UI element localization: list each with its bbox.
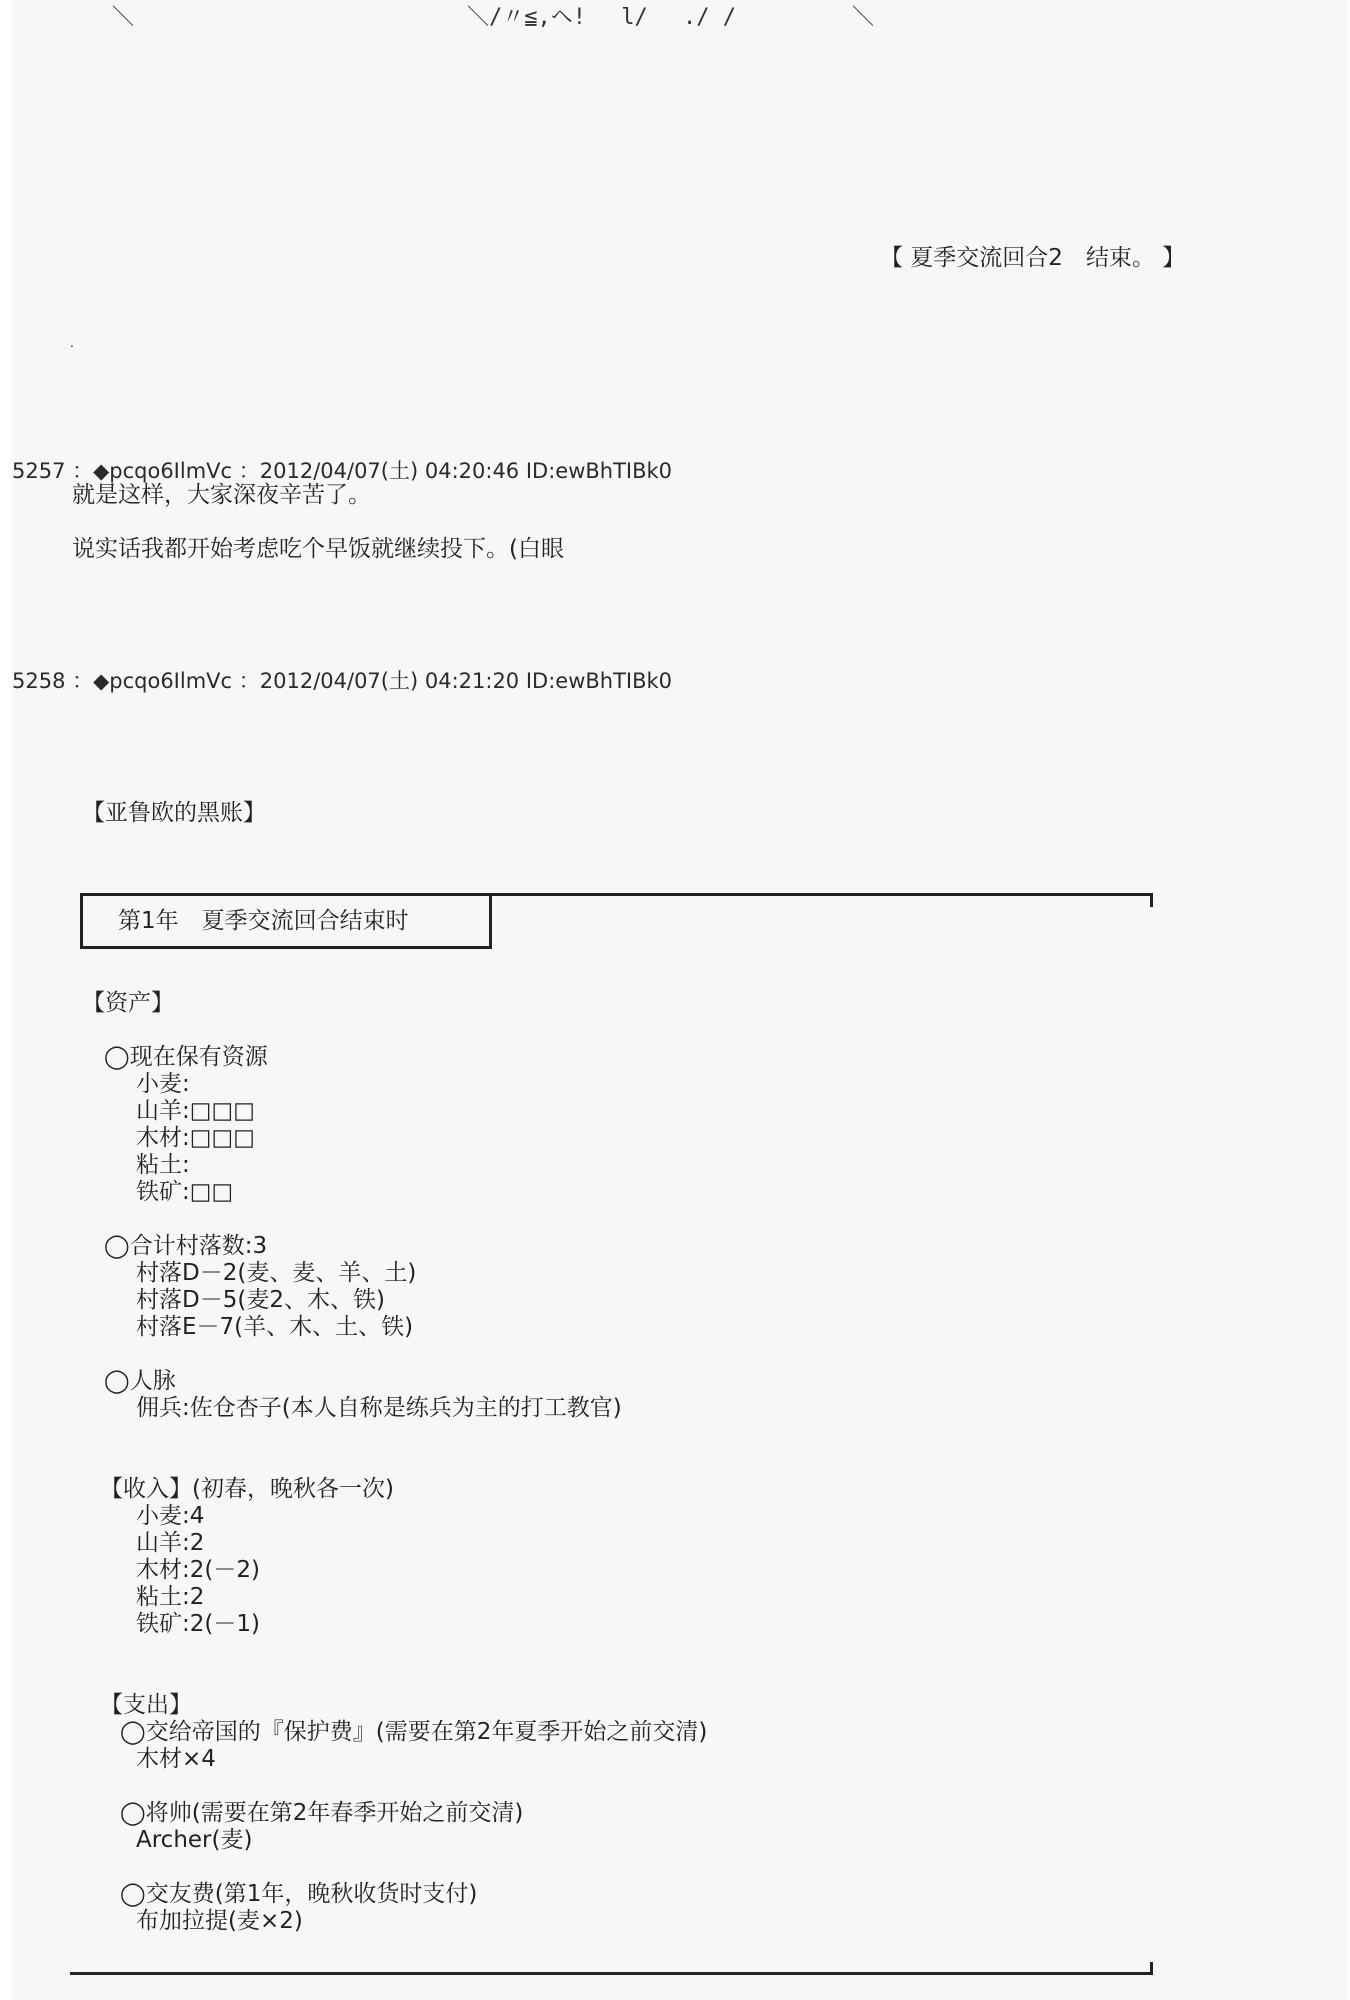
resources-title: ◯现在保有资源: [104, 1044, 268, 1070]
resource-iron: 铁矿:□□: [136, 1179, 234, 1205]
ledger-top-border: [80, 893, 1152, 896]
ledger-tab-label: 第1年 夏季交流回合结束时: [118, 908, 409, 934]
ledger-top-right-tick: [1150, 893, 1153, 907]
expense-friendship-fee-detail: 布加拉提(麦×2): [136, 1908, 303, 1934]
ascii-art-fragment-right: ＼: [852, 5, 875, 30]
post-5257-line-1: 就是这样，大家深夜辛苦了。: [72, 482, 371, 508]
connection-mercenary: 佣兵:佐仓杏子(本人自称是练兵为主的打工教官): [136, 1395, 622, 1421]
resource-clay: 粘土:: [136, 1152, 190, 1178]
resource-wood: 木材:□□□: [136, 1125, 255, 1151]
tab-bottom-border: [80, 946, 492, 949]
tab-right-border: [489, 893, 492, 949]
village-e7: 村落E－7(羊、木、土、铁): [136, 1314, 414, 1340]
assets-title: 【资产】: [82, 990, 174, 1016]
income-wood: 木材:2(－2): [136, 1557, 260, 1583]
expense-commander-detail: Archer(麦): [136, 1827, 253, 1853]
tab-left-border: [80, 893, 83, 949]
expense-friendship-fee: ◯交友费(第1年，晚秋收货时支付): [120, 1881, 478, 1907]
round-end-banner: 【 夏季交流回合2 结束。 】: [880, 245, 1186, 271]
village-d2: 村落D－2(麦、麦、羊、土): [136, 1260, 417, 1286]
ledger-bottom-border: [70, 1972, 1152, 1975]
income-wheat: 小麦:4: [136, 1503, 205, 1529]
ledger-title: 【亚鲁欧的黑账】: [82, 800, 266, 826]
ledger-bottom-right-tick: [1150, 1962, 1153, 1975]
stray-dot: .: [70, 336, 74, 350]
income-goat: 山羊:2: [136, 1530, 205, 1556]
village-d5: 村落D－5(麦2、木、铁): [136, 1287, 385, 1313]
resource-wheat: 小麦:: [136, 1071, 190, 1097]
expense-protection-fee-detail: 木材×4: [136, 1746, 216, 1772]
ascii-art-fragment-middle: ＼/〃≦,ヘ! l/ ./ /: [467, 5, 736, 30]
villages-title: ◯合计村落数:3: [104, 1233, 268, 1259]
expense-title: 【支出】: [100, 1692, 192, 1718]
ascii-art-fragment-left: ＼: [112, 5, 135, 30]
expense-protection-fee: ◯交给帝国的『保护费』(需要在第2年夏季开始之前交清): [120, 1719, 708, 1745]
income-title: 【收入】(初春，晚秋各一次): [100, 1476, 394, 1502]
resource-goat: 山羊:□□□: [136, 1098, 255, 1124]
post-5257-line-2: 说实话我都开始考虑吃个早饭就继续投下。(白眼: [72, 536, 564, 562]
income-clay: 粘土:2: [136, 1584, 205, 1610]
connections-title: ◯人脉: [104, 1368, 176, 1394]
post-header-5257: 5257 ：◆pcqo6IlmVc ：2012/04/07(土) 04:20:46 ID:ewBhTIBk0: [12, 459, 673, 483]
page: [12, 0, 1348, 2000]
expense-commander: ◯将帅(需要在第2年春季开始之前交清): [120, 1800, 524, 1826]
income-iron: 铁矿:2(－1): [136, 1611, 260, 1637]
post-header-5258: 5258 ：◆pcqo6IlmVc ：2012/04/07(土) 04:21:20 ID:ewBhTIBk0: [12, 669, 673, 693]
